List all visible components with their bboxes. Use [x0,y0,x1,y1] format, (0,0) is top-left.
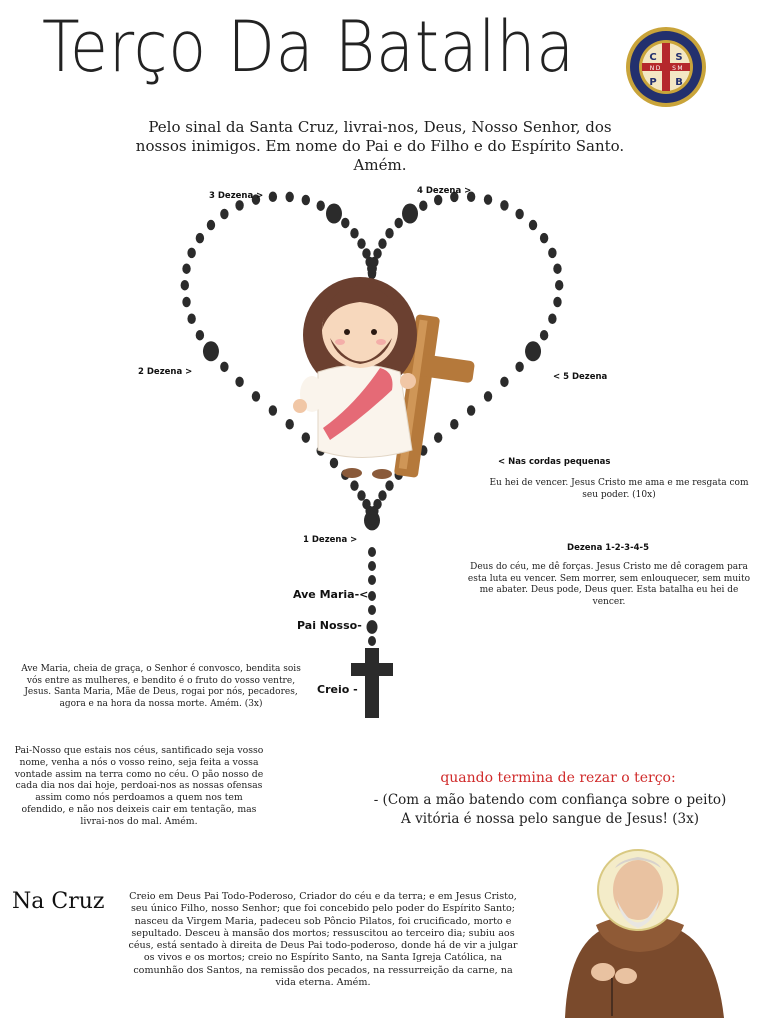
medal-letter-s: S [675,52,683,63]
ending-line-1: - (Com a mão batendo com confiança sobre o peito) [373,792,727,808]
chain-bead [368,605,376,615]
medal-letter-n: N [649,65,655,72]
sign-of-cross-prayer: Pelo sinal da Santa Cruz, livrai-nos, Deus, Nosso Senhor, dos nossos inimigos. Em nome do Pai e do Filho e do Espírito Santo. Amém. [135,118,625,174]
label-1-dezena: 1 Dezena > [303,535,358,545]
hail-bead [350,480,358,491]
hail-bead [269,191,277,202]
hail-bead [207,220,215,231]
hail-bead [341,218,349,229]
hail-bead [235,200,243,211]
chain-bead [368,591,376,601]
label-ave-maria: Ave Maria-< [293,588,369,601]
medal-letter-m: M [677,65,683,72]
hail-bead [182,263,190,274]
label-2-dezena: 2 Dezena > [138,367,193,377]
hail-bead [385,480,393,491]
chain-bead [368,575,376,585]
chain-bead [368,547,376,557]
padre-pio-figure [565,850,724,1018]
jesus-figure [293,277,475,479]
hail-bead [378,490,386,501]
cordas-label: < Nas cordas pequenas [498,457,611,467]
hail-bead [181,280,189,291]
ave-maria-prayer: Ave Maria, cheia de graça, o Senhor é convosco, bendita sois vós entre as mulheres, e bendito é o fruto do vosso ventre, Jesus. Santa Maria, Mãe de Deus, rogai por nós, pecadores, agora e na hora da nossa morte. Amém. (3x) [21,664,301,709]
hail-bead [500,200,508,211]
hail-bead [553,263,561,274]
hail-bead [368,514,376,525]
creed-prayer: Creio em Deus Pai Todo-Poderoso, Criador do céu e da terra; e em Jesus Cristo, seu único Filho, nosso Senhor; que foi concebido pelo poder do Espírito Santo; nasceu da Virgem Maria, padeceu sob Pôncio Pilatos, foi crucificado, morto e sepultado. Desceu à mansão dos mortos; ressuscitou ao terceiro dia; subiu aos céus, está sentado à direita de Deus Pai todo-poderoso, donde há de vir a julgar os vivos e os mortos; creio no Espírito Santo, na Santa Igreja Católica, na comunhão dos Santos, na remissão dos pecados, na ressurreição da carne, na vida eterna. Amém. [128,891,518,989]
hail-bead [378,238,386,249]
hail-bead [187,248,195,259]
ending-heading: quando termina de rezar o terço: [440,770,676,786]
medal-letter-c: C [649,52,657,63]
label-5-dezena: < 5 Dezena [553,372,608,382]
dezena-prayer: Deus do céu, me dê forças. Jesus Cristo me dê coragem para esta luta eu vencer. Sem morrer, sem enlouquecer, sem muito me abater. Deus pode, Deus quer. Esta batalha eu hei de vencer. [467,562,751,607]
hail-bead [330,458,338,469]
hail-bead [450,419,458,430]
hail-bead [182,297,190,308]
hail-bead [252,391,260,402]
label-3-dezena: 3 Dezena > [209,191,264,201]
hail-bead [467,405,475,416]
page-title: Terço Da Batalha [42,6,575,88]
hail-bead [357,238,365,249]
hail-bead [395,218,403,229]
pai-nosso-prayer: Pai-Nosso que estais nos céus, santificado seja vosso nome, venha a nós o vosso reino, seja feita a vossa vontade assim na terra como no céu. O pão nosso de cada dia nos dai hoje, perdoai-nos as nossas ofensas assim como nós perdoamos a quem nos tem ofendido, e não nos deixeis cair em tentação, mas livrai-nos do mal. Amém. [14,745,264,827]
dezena-label: Dezena 1-2-3-4-5 [567,543,649,553]
hail-bead [302,195,310,206]
hail-bead [220,362,228,373]
hail-bead [385,228,393,239]
hail-bead [540,233,548,244]
hail-bead [317,200,325,211]
hail-bead [357,490,365,501]
medal-letter-s2: S [672,65,676,72]
chain-bead [368,561,376,571]
ending-line-2: A vitória é nossa pelo sangue de Jesus! (3x) [401,811,699,827]
hail-bead [419,200,427,211]
hail-bead [434,195,442,206]
hail-bead [540,330,548,341]
label-4-dezena: 4 Dezena > [417,186,472,196]
hail-bead [269,405,277,416]
label-pai-nosso: Pai Nosso- [297,619,362,632]
hail-bead [529,220,537,231]
hail-bead [235,377,243,388]
medal-letter-d: D [655,65,661,72]
label-creio: Creio - [317,683,358,696]
hail-bead [196,330,204,341]
hail-bead [196,233,204,244]
hail-bead [285,192,293,203]
medal-letter-p: P [649,77,657,88]
hail-bead [553,297,561,308]
hail-bead [484,391,492,402]
hail-bead [434,432,442,443]
hail-bead [350,228,358,239]
hail-bead [373,248,381,259]
chain-bead [368,636,376,646]
hail-bead [555,280,563,291]
rosary-cross [365,648,379,718]
pai-nosso-bead [367,620,378,634]
hail-bead [484,194,492,205]
hail-bead [187,313,195,324]
hail-bead [285,419,293,430]
decade-bead [402,204,418,224]
hail-bead [515,362,523,373]
hail-bead [362,499,370,510]
cordas-prayer: Eu hei de vencer. Jesus Cristo me ama e me resgata com seu poder. (10x) [489,478,749,500]
na-cruz-label: Na Cruz [12,889,105,914]
hail-bead [515,209,523,220]
hail-bead [548,313,556,324]
hail-bead [548,248,556,259]
hail-bead [302,432,310,443]
hail-bead [220,209,228,220]
decade-bead [203,341,219,361]
decade-bead [525,341,541,361]
medal-letter-b: B [675,77,683,88]
decade-bead [326,204,342,224]
hail-bead [500,377,508,388]
